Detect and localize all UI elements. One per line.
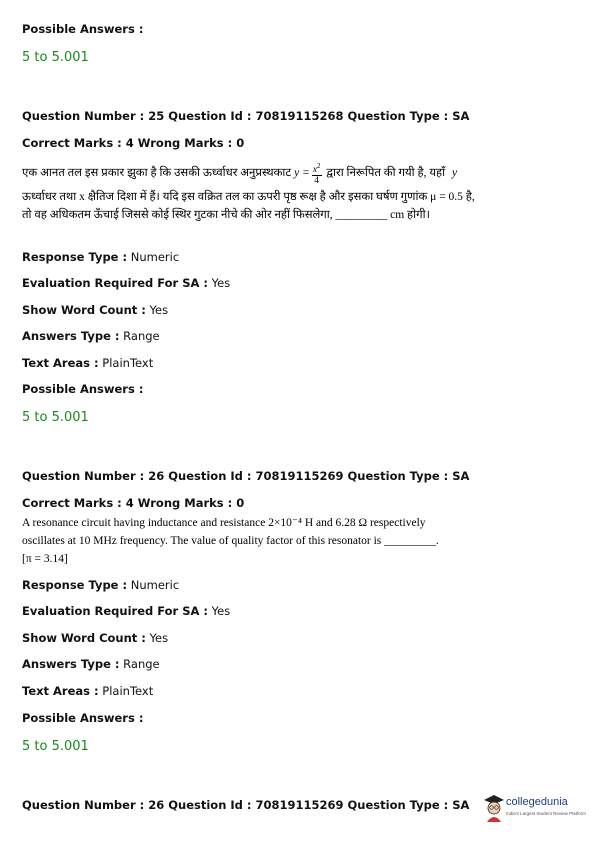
answers-type-row: Answers Type : Range	[22, 329, 160, 343]
word-count-row: Show Word Count : Yes	[22, 631, 169, 645]
question-text-line: तो वह अधिकतम ऊँचाई जिससे कोई स्थिर गुटका नीचे की ओर नहीं फिसलेगा, _________ cm होगी।	[22, 209, 430, 221]
marks-line: Correct Marks : 4 Wrong Marks : 0	[22, 496, 245, 510]
question-text-line: द्वारा निरूपित की गयी है, यहाँ	[326, 167, 446, 179]
equation-fraction: $\frac{x^2}{4}$	[312, 161, 321, 186]
text-areas-row: Text Areas : PlainText	[22, 684, 154, 698]
possible-answers-label: Possible Answers :	[22, 382, 144, 396]
possible-answer-value: 5 to 5.001	[22, 410, 89, 425]
response-type-row: Response Type : Numeric	[22, 578, 180, 592]
equation-variable: y	[451, 167, 458, 179]
question-header: Question Number : 25 Question Id : 70819115268 Question Type : SA	[22, 109, 470, 123]
question-text-line: [π = 3.14]	[22, 553, 68, 565]
question-text	[22, 158, 475, 224]
question-text	[22, 514, 462, 568]
question-text-line: oscillates at 10 MHz frequency. The value of quality factor of this resonator is _________.	[22, 535, 439, 547]
possible-answer-value: 5 to 5.001	[22, 739, 89, 754]
question-text-line: A resonance circuit having inductance and resistance 2×10⁻⁴ H and 6.28 Ω respectively	[22, 517, 426, 529]
marks-line: Correct Marks : 4 Wrong Marks : 0	[22, 136, 245, 150]
possible-answers-label: Possible Answers :	[22, 22, 144, 36]
evaluation-row: Evaluation Required For SA : Yes	[22, 276, 231, 290]
text-areas-row: Text Areas : PlainText	[22, 356, 154, 370]
logo-tagline: India's Largest Student Review Platform	[506, 811, 586, 816]
question-header: Question Number : 26 Question Id : 70819115269 Question Type : SA	[22, 798, 470, 812]
word-count-row: Show Word Count : Yes	[22, 303, 169, 317]
question-header: Question Number : 26 Question Id : 70819115269 Question Type : SA	[22, 469, 470, 483]
logo-wordmark: collegedunia	[506, 796, 568, 808]
question-text-line: एक आनत तल इस प्रकार झुका है कि उसकी ऊर्ध्वाधर अनुप्रस्थकाट	[22, 167, 292, 179]
possible-answers-label: Possible Answers :	[22, 711, 144, 725]
graduate-mascot-icon	[482, 793, 506, 823]
possible-answer-value: 5 to 5.001	[22, 50, 89, 65]
question-text-line: ऊर्ध्वाधर तथा x क्षैतिज दिशा में हैं। यदि इस वक्रित तल का ऊपरी पृष्ठ रूक्ष है और इसका घर्षण गुणांक μ = 0.5 है,	[22, 191, 475, 203]
answers-type-row: Answers Type : Range	[22, 657, 160, 671]
collegedunia-logo	[482, 793, 586, 829]
evaluation-row: Evaluation Required For SA : Yes	[22, 604, 231, 618]
response-type-row: Response Type : Numeric	[22, 250, 180, 264]
equation-variable: y =	[294, 167, 310, 179]
